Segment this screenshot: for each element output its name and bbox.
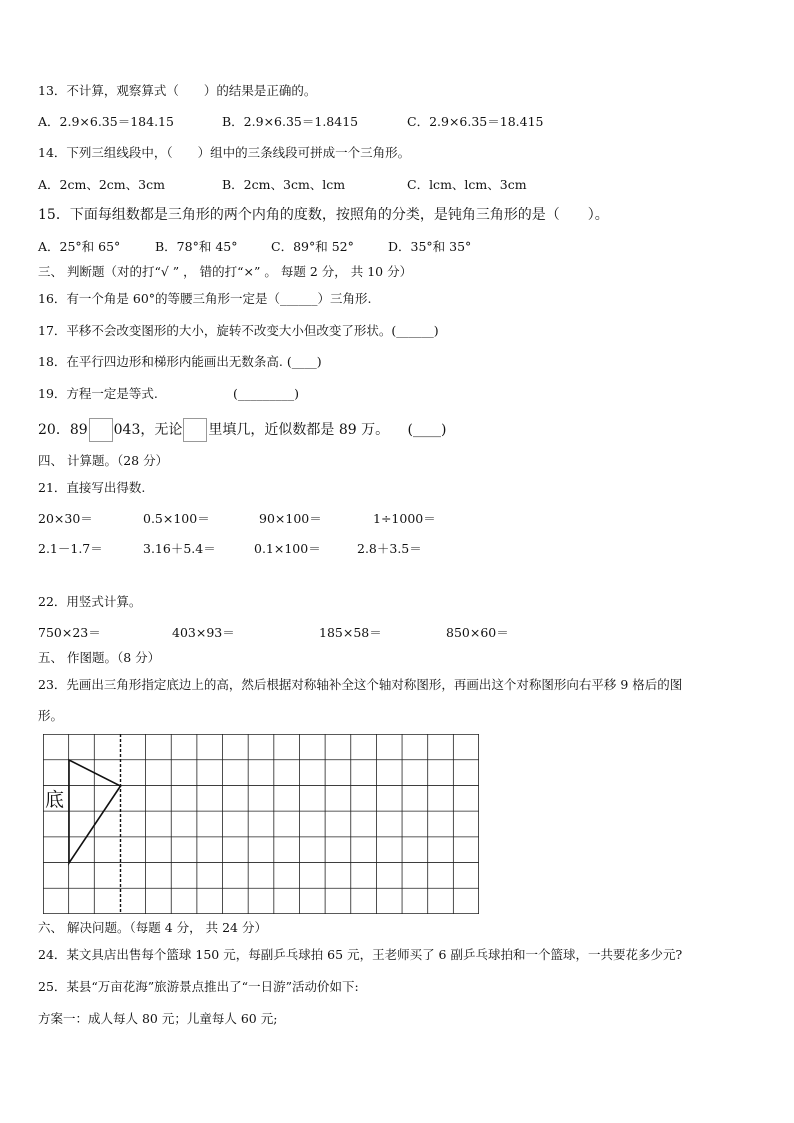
q13-stem: 13．不计算，观察算式（ ）的结果是正确的。 <box>38 83 317 98</box>
q16: 16．有一个角是 60°的等腰三角形一定是（______）三角形. <box>38 291 372 306</box>
q20-digit-box-ref <box>183 418 207 442</box>
q20-digit-box[interactable] <box>89 418 113 442</box>
q15-stem: 15．下面每组数都是三角形的两个内角的度数，按照角的分类，是钝角三角形的是（ ）。 <box>38 207 609 223</box>
plan-1: 方案一：成人每人 80 元；儿童每人 60 元; <box>38 1011 278 1026</box>
q25: 25．某县“万亩花海”旅游景点推出了“一日游”活动价如下: <box>38 979 359 994</box>
q21-item: 2.8＋3.5＝ <box>357 541 422 556</box>
q21-item: 2.1－1.7＝ <box>38 541 103 556</box>
q20-blank: (____) <box>407 422 447 438</box>
q21-item: 0.1×100＝ <box>254 541 321 556</box>
q21-item: 3.16＋5.4＝ <box>143 541 216 556</box>
section-4-heading: 四、 计算题。（28 分） <box>38 453 169 468</box>
base-label: 底 <box>45 789 65 811</box>
q13-option-a: A．2.9×6.35＝184.15 <box>38 114 174 129</box>
q23-grid-svg <box>43 734 479 914</box>
q13-option-c: C．2.9×6.35＝18.415 <box>407 114 544 129</box>
q15-option-d: D．35°和 35° <box>388 239 472 254</box>
q19-stem: 19．方程一定是等式. <box>38 386 158 401</box>
q17: 17．平移不会改变图形的大小，旋转不改变大小但改变了形状。(______) <box>38 323 439 338</box>
q23-line2: 形。 <box>38 708 64 723</box>
q22-item: 850×60＝ <box>446 625 509 640</box>
q22-item: 403×93＝ <box>172 625 235 640</box>
q14-stem: 14．下列三组线段中，（ ）组中的三条线段可拼成一个三角形。 <box>38 145 411 160</box>
q21-item: 90×100＝ <box>259 511 322 526</box>
q21-item: 20×30＝ <box>38 511 93 526</box>
q14-option-b: B．2cm、3cm、lcm <box>222 177 346 192</box>
q20 <box>38 417 446 443</box>
q24: 24．某文具店出售每个篮球 150 元，每副乒乓球拍 65 元，王老师买了 6 副乒乓球拍和一个篮球，一共要花多少元? <box>38 947 683 962</box>
q20-part2: 043，无论 <box>113 422 183 438</box>
section-6-heading: 六、 解决问题。（每题 4 分， 共 24 分） <box>38 920 267 935</box>
q23-line1: 23．先画出三角形指定底边上的高，然后根据对称轴补全这个轴对称图形，再画出这个对称图形向右平移 9 格后的图 <box>38 677 683 692</box>
q23-grid-figure <box>43 734 479 914</box>
q15-option-b: B．78°和 45° <box>155 239 238 254</box>
q22-stem: 22．用竖式计算。 <box>38 594 142 609</box>
q21-item: 1÷1000＝ <box>373 511 436 526</box>
q21-stem: 21．直接写出得数. <box>38 480 146 495</box>
q14-option-c: C．lcm、lcm、3cm <box>407 177 527 192</box>
q20-part3: 里填几，近似数都是 89 万。 <box>208 422 390 438</box>
q15-option-a: A．25°和 65° <box>38 239 121 254</box>
q22-item: 185×58＝ <box>319 625 382 640</box>
q15-option-c: C．89°和 52° <box>271 239 354 254</box>
q20-part1: 20．89 <box>38 422 88 438</box>
section-3-heading: 三、 判断题（对的打“√ ” ， 错的打“×” 。 每题 2 分， 共 10 分） <box>38 264 413 279</box>
section-5-heading: 五、 作图题。（8 分） <box>38 650 161 665</box>
q22-item: 750×23＝ <box>38 625 101 640</box>
q21-item: 0.5×100＝ <box>143 511 210 526</box>
q13-option-b: B．2.9×6.35＝1.8415 <box>222 114 359 129</box>
q14-option-a: A．2cm、2cm、3cm <box>38 177 165 192</box>
q18: 18．在平行四边形和梯形内能画出无数条高. (____) <box>38 354 322 369</box>
q19-blank: (_________) <box>233 386 300 401</box>
